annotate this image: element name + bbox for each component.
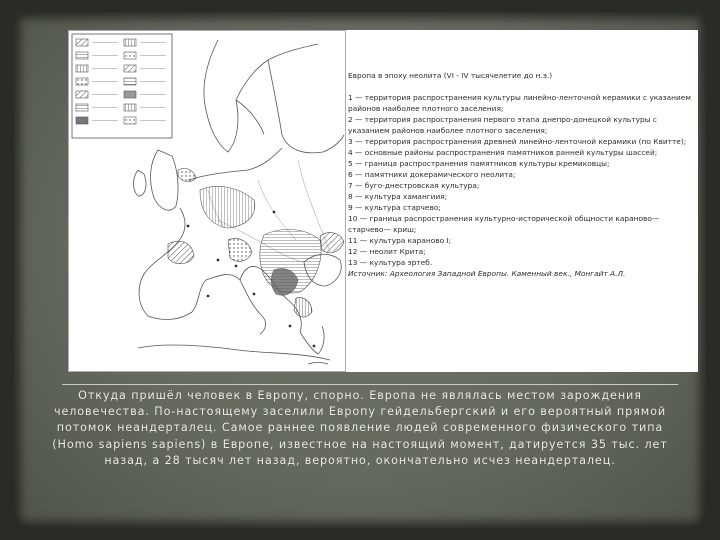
legend-line: 8 — культура хамангиия;: [348, 192, 448, 201]
body-paragraph: Откуда пришёл человек в Европу, спорно. Европа не являлась местом зарождения человечества. По-настоящему заселили Европу гейдельбергский и его вероятный прямой потомок неандерталец. Самое раннее появление людей современного физического типа (Homo sapiens sapiens) в Европе, известное на настоящий момент, датируется 35 тыс. лет назад, а 28 тысяч лет назад, вероятно, окончательно исчез неандерталец.: [52, 389, 668, 467]
divider-line: [62, 384, 678, 385]
legend-line: 13 — культура эртеб.: [348, 258, 433, 267]
legend-line: 10 — граница распространения культурно-исторической общности караново—старчево— криш;: [348, 214, 660, 234]
legend-line: 4 — основные районы распространения памятников ранней культуры шассей;: [348, 148, 658, 157]
legend-line: 9 — культура старчево;: [348, 203, 441, 212]
legend-line: 2 — территория распространения первого этапа днепро-донецкой культуры с указанием районов наиболее плотного заселения;: [348, 115, 657, 135]
legend-line: 11 — культура караново I;: [348, 236, 452, 245]
caption-title: Европа в эпоху неолита (VI - IV тысячелетие до н.э.): [348, 71, 553, 80]
legend-line: 6 — памятники докерамического неолита;: [348, 170, 516, 179]
legend-line: 7 — буго-днестровская культура;: [348, 181, 480, 190]
map-card: [68, 30, 698, 372]
legend-line: 12 — неолит Крита;: [348, 247, 426, 256]
caption-source: Источник: Археология Западной Европы. Каменный век., Монгайт А.Л.: [348, 269, 626, 278]
neolithic-europe-map: [68, 30, 346, 372]
map-caption: [348, 70, 692, 279]
map-legend: [72, 34, 172, 138]
legend-line: 5 — граница распространения памятников культуры кремиковцы;: [348, 159, 610, 168]
legend-line: 1 — территория распространения культуры линейно-ленточной керамики с указанием районов наиболее плотного заселения;: [348, 93, 691, 113]
legend-line: 3 — территория распространения древней линейно-ленточной керамики (по Квитте);: [348, 137, 687, 146]
